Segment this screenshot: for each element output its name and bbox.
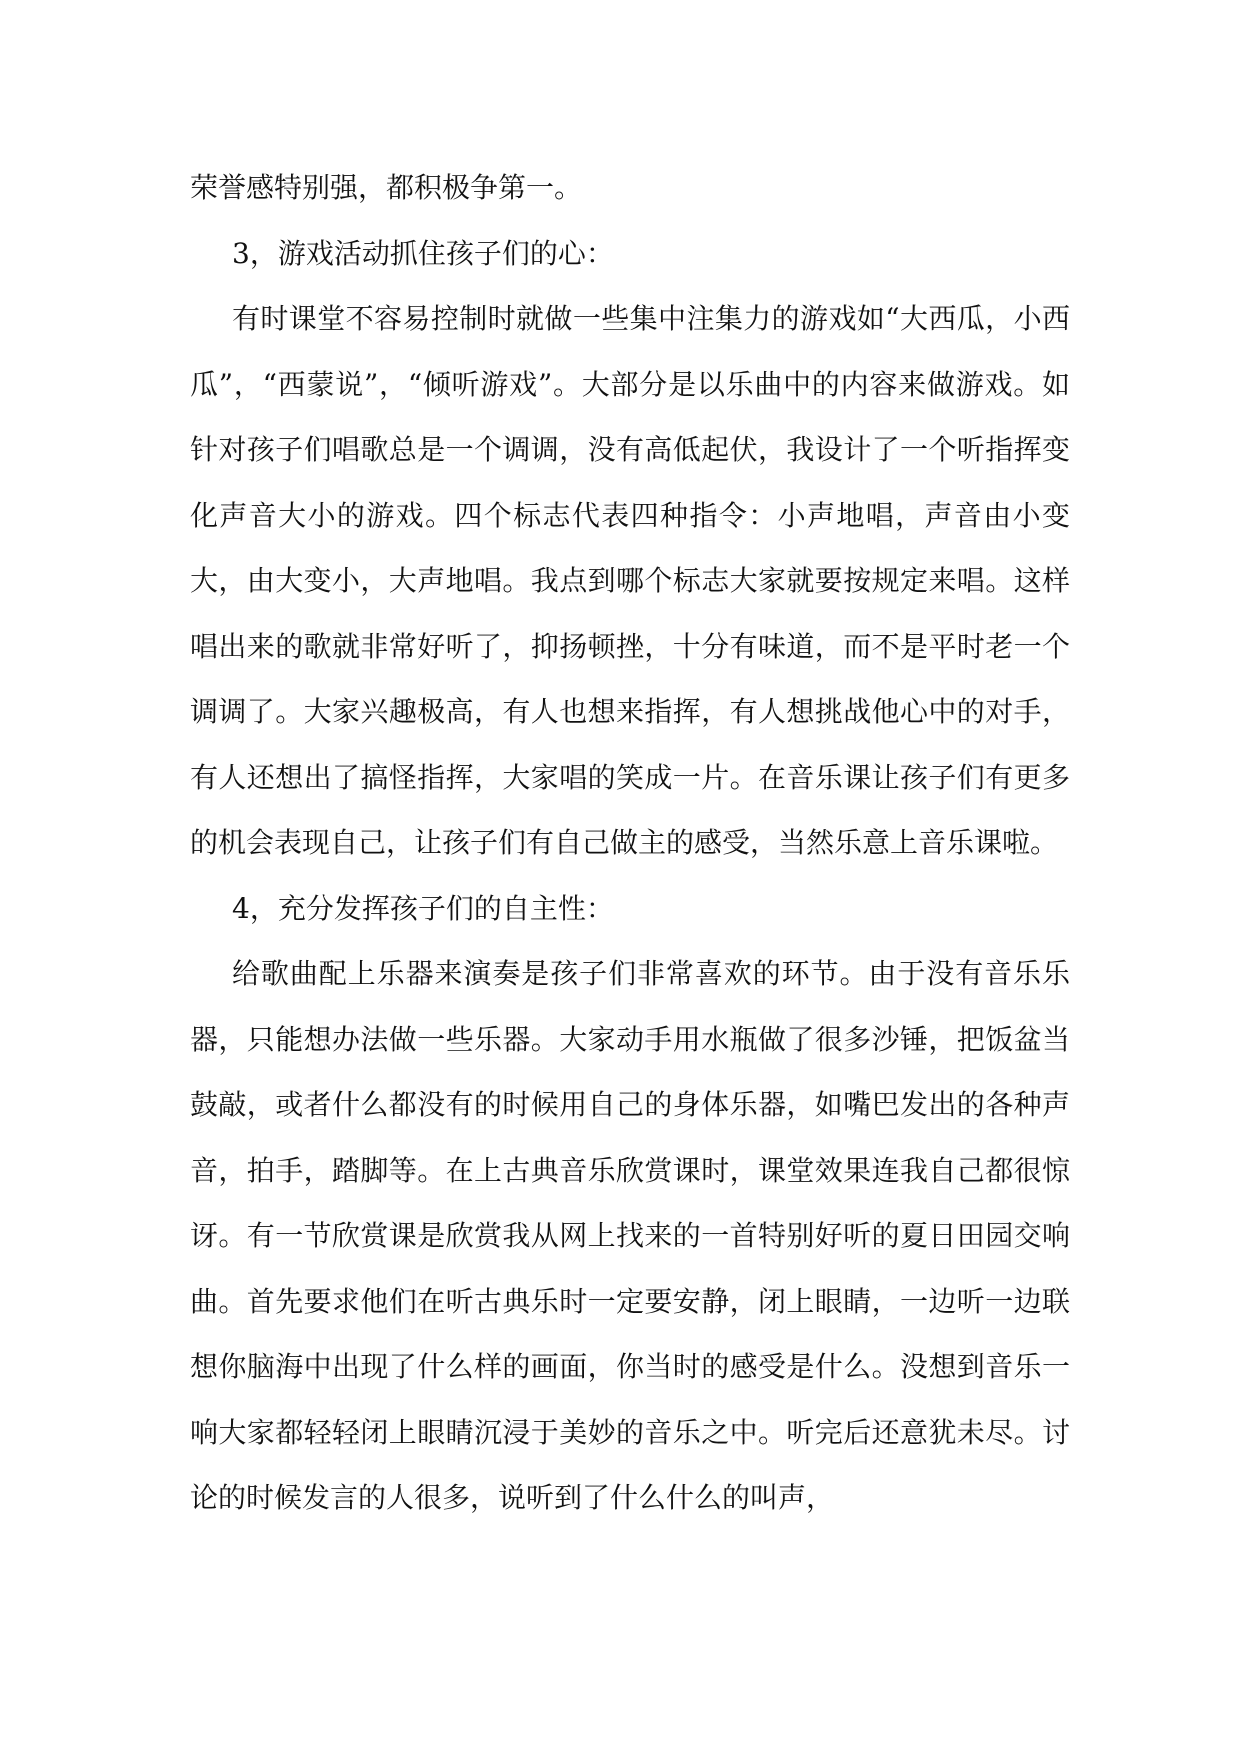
paragraph-honor-continuation: 荣誉感特别强，都积极争第一。 — [190, 171, 583, 204]
paragraph-autonomy: 给歌曲配上乐器来演奏是孩子们非常喜欢的环节。由于没有音乐乐器，只能想办法做一些乐器。大家动手用水瓶做了很多沙锤，把饭盆当鼓敲，或者什么都没有的时候用自己的身体乐器，如嘴巴发出的各种声音，拍手，踏脚等。在上古典音乐欣赏课时，课堂效果连我自己都很惊讶。有一节欣赏课是欣赏我从网上找来的一首特别好听的夏日田园交响曲。首先要求他们在听古典乐时一定要安静，闭上眼睛，一边听一边联想你脑海中出现了什么样的画面，你当时的感受是什么。没想到音乐一响大家都轻轻闭上眼睛沉浸于美妙的音乐之中。听完后还意犹未尽。讨论的时候发言的人很多，说听到了什么什么的叫声， — [190, 957, 1070, 1514]
document-body — [190, 155, 1070, 1531]
section-heading-autonomy: 4，充分发挥孩子们的自主性： — [232, 891, 614, 925]
paragraph-games: 有时课堂不容易控制时就做一些集中注集力的游戏如“大西瓜，小西瓜”，“西蒙说”，“倾听游戏”。大部分是以乐曲中的内容来做游戏。如针对孩子们唱歌总是一个调调，没有高低起伏，我设计了一个听指挥变化声音大小的游戏。四个标志代表四种指令：小声地唱，声音由小变大，由大变小，大声地唱。我点到哪个标志大家就要按规定来唱。这样唱出来的歌就非常好听了，抑扬顿挫，十分有味道，而不是平时老一个调调了。大家兴趣极高，有人也想来指挥，有人想挑战他心中的对手，有人还想出了搞怪指挥，大家唱的笑成一片。在音乐课让孩子们有更多的机会表现自己，让孩子们有自己做主的感受，当然乐意上音乐课啦。 — [190, 302, 1070, 859]
section-heading-games: 3，游戏活动抓住孩子们的心： — [232, 236, 614, 270]
